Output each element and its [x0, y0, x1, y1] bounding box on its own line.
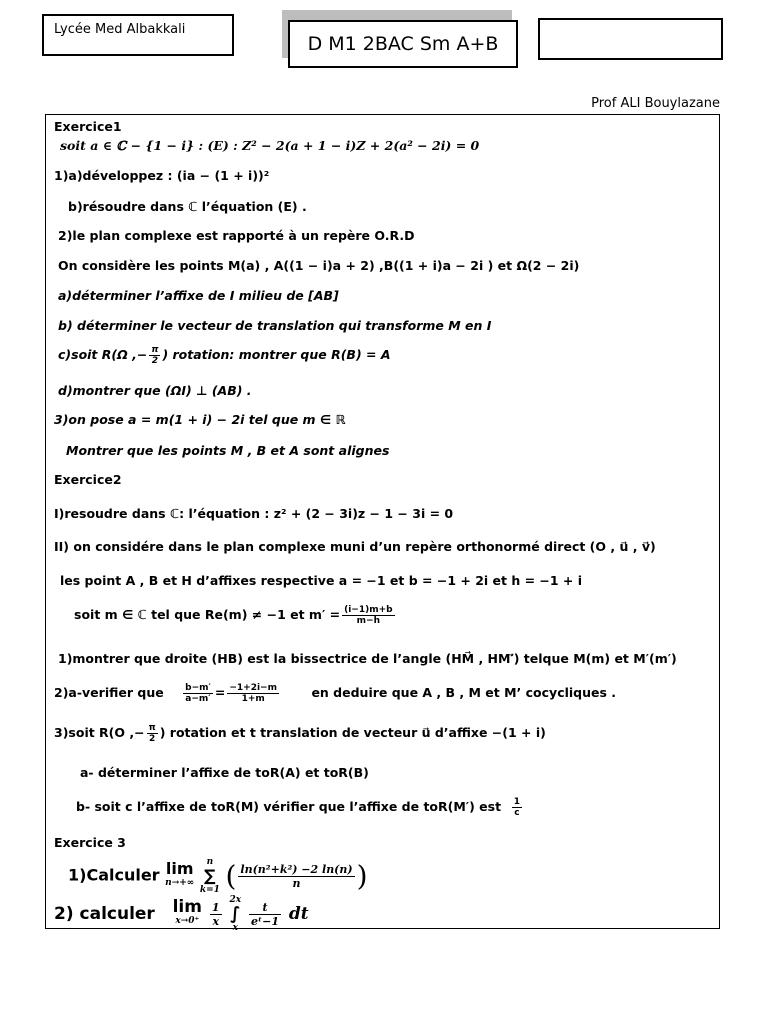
exercise-frame — [45, 114, 720, 933]
ex3-line1: 1)Calculer lim n→+∞ n ∑ k=1 ( $\frac{\text{ln(n²+k²) −2 ln(n)}}{n}$ ) — [68, 857, 368, 895]
ex3-line2: 2) calculer lim x→0⁺ $\frac{1}{x}$ 2x ∫ x $\frac{t}{\text{eᵗ−1}}$ dt — [54, 895, 309, 933]
ex1-line3: b)résoudre dans ℂ l’équation (E) . — [68, 199, 307, 214]
ex1-line7: b) déterminer le vecteur de translation qui transforme M en I — [58, 318, 492, 333]
ex1-line2: 1)a)développez : (ia − (1 + i))² — [54, 168, 270, 183]
ex2-line7: 3)soit R(O ,− $\frac{\pi}{2}$ ) rotation et t translation de vecteur u⃗ d’affixe −(1 + i) — [54, 723, 546, 744]
ex2-line3: les point A , B et H d’affixes respective a = −1 et b = −1 + 2i et h = −1 + i — [60, 573, 583, 588]
ex2-line1: I)resoudre dans ℂ: l’équation : z² + (2 − 3i)z − 1 − 3i = 0 — [54, 506, 454, 521]
empty-box — [538, 18, 723, 60]
prof-name: Prof ALI Bouylazane — [591, 96, 720, 111]
ex2-title: Exercice2 — [54, 472, 122, 487]
ex1-line5: On considère les points M(a) , A((1 − i)a + 2) ,B((1 + i)a − 2i ) et Ω(2 − 2i) — [58, 258, 580, 273]
ex1-line8: c)soit R(Ω ,− $\frac{\pi}{2}$ ) rotation: montrer que R(B) = A — [58, 345, 391, 366]
ex2-line8: a- déterminer l’affixe de toR(A) et toR(B) — [80, 765, 369, 780]
ex1-line6: a)déterminer l’affixe de I milieu de [AB] — [58, 288, 339, 303]
ex3-title: Exercice 3 — [54, 835, 126, 850]
school-box — [42, 14, 234, 56]
ex2-line4: soit m ∈ ℂ tel que Re(m) ≠ −1 et m′ = $\frac{(i-1)m+b}{m-h}$ — [74, 605, 393, 626]
ex1-line4: 2)le plan complexe est rapporté à un repère O.R.D — [58, 228, 415, 243]
ex1-title: Exercice1 — [54, 119, 122, 134]
doc-title: D M1 2BAC Sm A+B — [307, 33, 499, 55]
ex1-line10: 3)on pose a = m(1 + i) − 2i tel que m ∈ ℝ — [54, 412, 346, 427]
ex2-line5: 1)montrer que droite (HB) est la bissectrice de l’angle (HM⃗ , HM′⃗) telque M(m) et M′(m′) — [58, 651, 677, 666]
ex1-line9: d)montrer que (ΩI) ⊥ (AB) . — [58, 383, 252, 398]
ex1-line11: Montrer que les points M , B et A sont alignes — [66, 443, 390, 458]
ex1-line1: soit a ∈ ℂ − {1 − i} : (E) : Z² − 2(a + 1 − i)Z + 2(a² − 2i) = 0 — [60, 138, 480, 153]
school-name: Lycée Med Albakkali — [54, 22, 186, 37]
ex2-line2: II) on considére dans le plan complexe muni d’un repère orthonormé direct (O , u⃗ , v⃗) — [54, 539, 656, 554]
ex2-line9: b- soit c l’affixe de toR(M) vérifier que l’affixe de toR(M′) est $\frac{1}{c}$ — [76, 797, 521, 818]
title-box — [288, 20, 518, 68]
ex2-line6: 2)a-verifier que $\frac{b-m'}{a-m'}$ = $\frac{-1+2i-m}{1+m}$ en deduire que A , B , M et M’ cocycliques . — [54, 683, 617, 704]
